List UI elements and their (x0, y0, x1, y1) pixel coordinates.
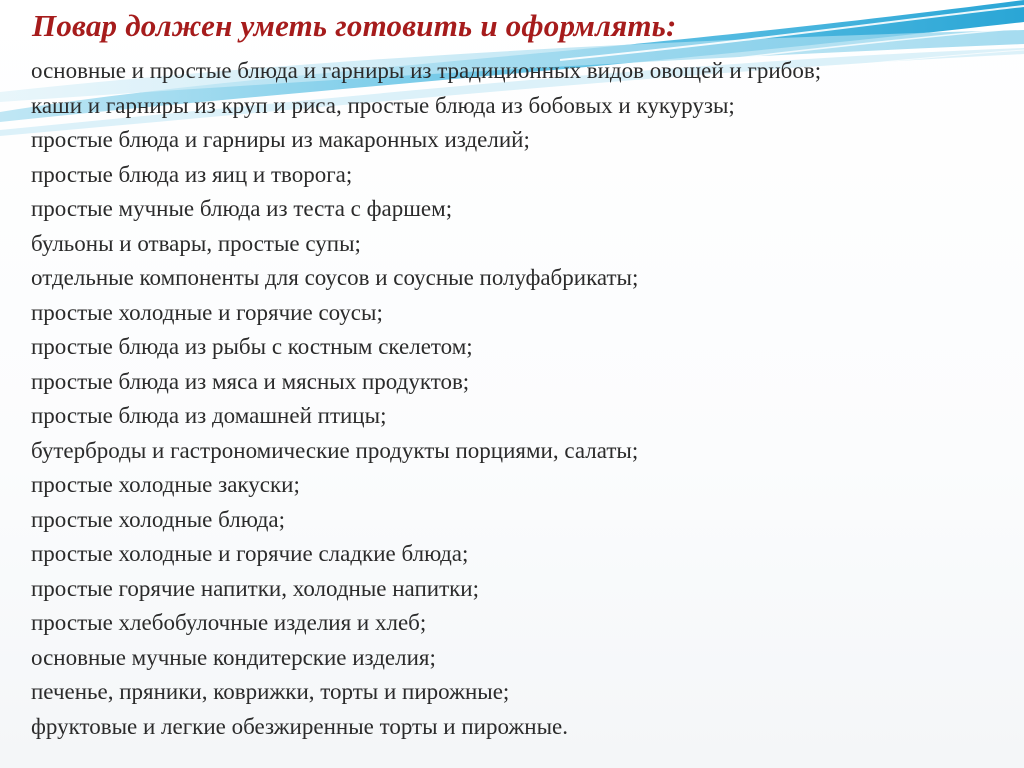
list-item: каши и гарниры из круп и риса, простые блюда из бобовых и кукурузы; (31, 92, 735, 118)
list-item: бутерброды и гастрономические продукты порциями, салаты; (31, 437, 639, 463)
list-item: простые хлебобулочные изделия и хлеб; (31, 610, 427, 635)
list-item: бульоны и отвары, простые супы; (31, 230, 361, 256)
list-item: простые блюда из яиц и творога; (31, 161, 353, 187)
list-item: простые блюда и гарниры из макаронных изделий; (31, 127, 530, 152)
list-item: простые блюда из рыбы с костным скелетом; (31, 334, 473, 359)
list-item: фруктовые и легкие обезжиренные торты и пирожные. (31, 713, 569, 739)
list-item: простые блюда из мяса и мясных продуктов; (31, 368, 470, 394)
list-item: основные мучные кондитерские изделия; (31, 644, 436, 670)
list-item: простые холодные и горячие сладкие блюда; (31, 541, 469, 566)
list-item: простые блюда из домашней птицы; (31, 403, 387, 428)
list-item: отдельные компоненты для соусов и соусные полуфабрикаты; (31, 265, 639, 290)
list-item: простые холодные и горячие соусы; (31, 299, 383, 325)
list-item: простые мучные блюда из теста с фаршем; (31, 196, 453, 221)
list-item: простые горячие напитки, холодные напитки; (31, 575, 480, 601)
list-item: печенье, пряники, коврижки, торты и пирожные; (31, 679, 510, 704)
skills-list (31, 54, 1016, 744)
list-item: основные и простые блюда и гарниры из традиционных видов овощей и грибов; (31, 58, 822, 83)
slide-title: Повар должен уметь готовить и оформлять: (32, 8, 677, 43)
list-item: простые холодные закуски; (31, 472, 300, 497)
list-item: простые холодные блюда; (31, 506, 286, 532)
